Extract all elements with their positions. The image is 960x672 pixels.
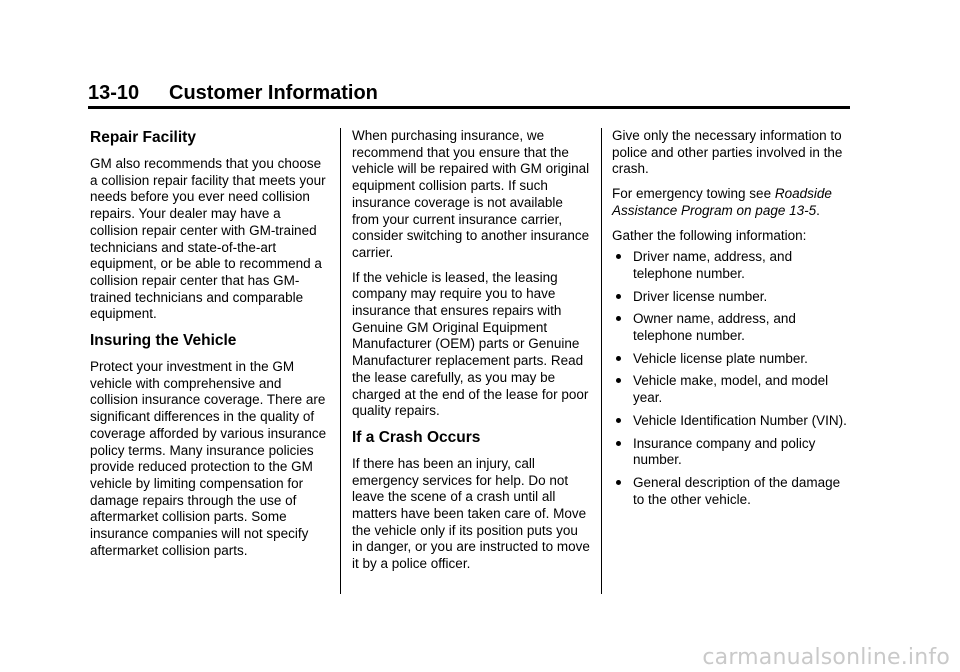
list-item: General description of the damage to the other vehicle. [612, 475, 852, 508]
list-item: Vehicle Identification Number (VIN). [612, 413, 852, 430]
bullet-icon [616, 418, 621, 423]
bullet-icon [616, 378, 621, 383]
column-divider [340, 128, 341, 594]
list-item: Driver license number. [612, 289, 852, 306]
list-item: Driver name, address, and telephone number. [612, 249, 852, 282]
column-right [612, 128, 852, 514]
list-item: Owner name, address, and telephone number. [612, 311, 852, 344]
list-item: Vehicle license plate number. [612, 351, 852, 368]
roadside-assistance-link[interactable]: Roadside Assistance Program on page 13-5 [612, 186, 832, 218]
column-middle [352, 128, 592, 573]
bullet-icon [616, 356, 621, 361]
information-list [612, 249, 852, 508]
list-item: Insurance company and policy number. [612, 436, 852, 469]
bullet-icon [616, 254, 621, 259]
bullet-icon [616, 294, 621, 299]
section-title: Customer Information [169, 82, 378, 104]
paragraph: If there has been an injury, call emergency services for help. Do not leave the scene of a crash until all matters have been taken care of. Move the vehicle only if its position puts you in danger, or you are instructed to move it by a police officer. [352, 455, 590, 572]
watermark: carmanualsonline.info [702, 645, 950, 670]
list-item: Vehicle make, model, and model year. [612, 373, 852, 406]
paragraph: GM also recommends that you choose a collision repair facility that meets your needs before you ever need collision repairs. Your dealer may have a collision repair center with GM-trained technicians and state-of-the-art equipment, or be able to recommend a collision repair center that has GM-trained technicians and comparable equipment. [90, 156, 326, 322]
paragraph: If the vehicle is leased, the leasing company may require you to have insurance that ensures repairs with Genuine GM Original Equipment Manufacturer (OEM) parts or Genuine Manufacturer replacement parts. Read the lease carefully, as you may be charged at the end of the lease for poor quality repairs. [352, 269, 589, 419]
heading-repair-facility: Repair Facility [90, 129, 196, 146]
towing-suffix: . [816, 202, 820, 218]
paragraph: Protect your investment in the GM vehicle with comprehensive and collision insurance coverage. There are significant differences in the quality of coverage afforded by various insurance policy terms. Many insurance policies provide reduced protection to the GM vehicle by limiting compensation for damage repairs through the use of aftermarket collision parts. Some insurance companies will not specify aftermarket collision parts. [90, 359, 327, 558]
column-left [90, 128, 332, 559]
bullet-icon [616, 480, 621, 485]
page-number: 13-10 [88, 82, 140, 104]
bullet-icon [616, 441, 621, 446]
heading-crash-occurs: If a Crash Occurs [352, 428, 481, 446]
column-divider [601, 128, 602, 594]
heading-insuring-vehicle: Insuring the Vehicle [90, 332, 237, 350]
bullet-icon [616, 316, 621, 321]
towing-paragraph [612, 186, 852, 219]
page-header [88, 80, 850, 109]
paragraph: When purchasing insurance, we recommend that you ensure that the vehicle will be repaired with GM original equipment collision parts. If such insurance coverage is not available from your current insurance carrier, consider switching to another insurance carrier. [352, 128, 590, 260]
towing-prefix: For emergency towing see [612, 186, 772, 202]
paragraph: Gather the following information: [612, 227, 807, 243]
paragraph: Give only the necessary information to police and other parties involved in the crash. [612, 128, 843, 177]
